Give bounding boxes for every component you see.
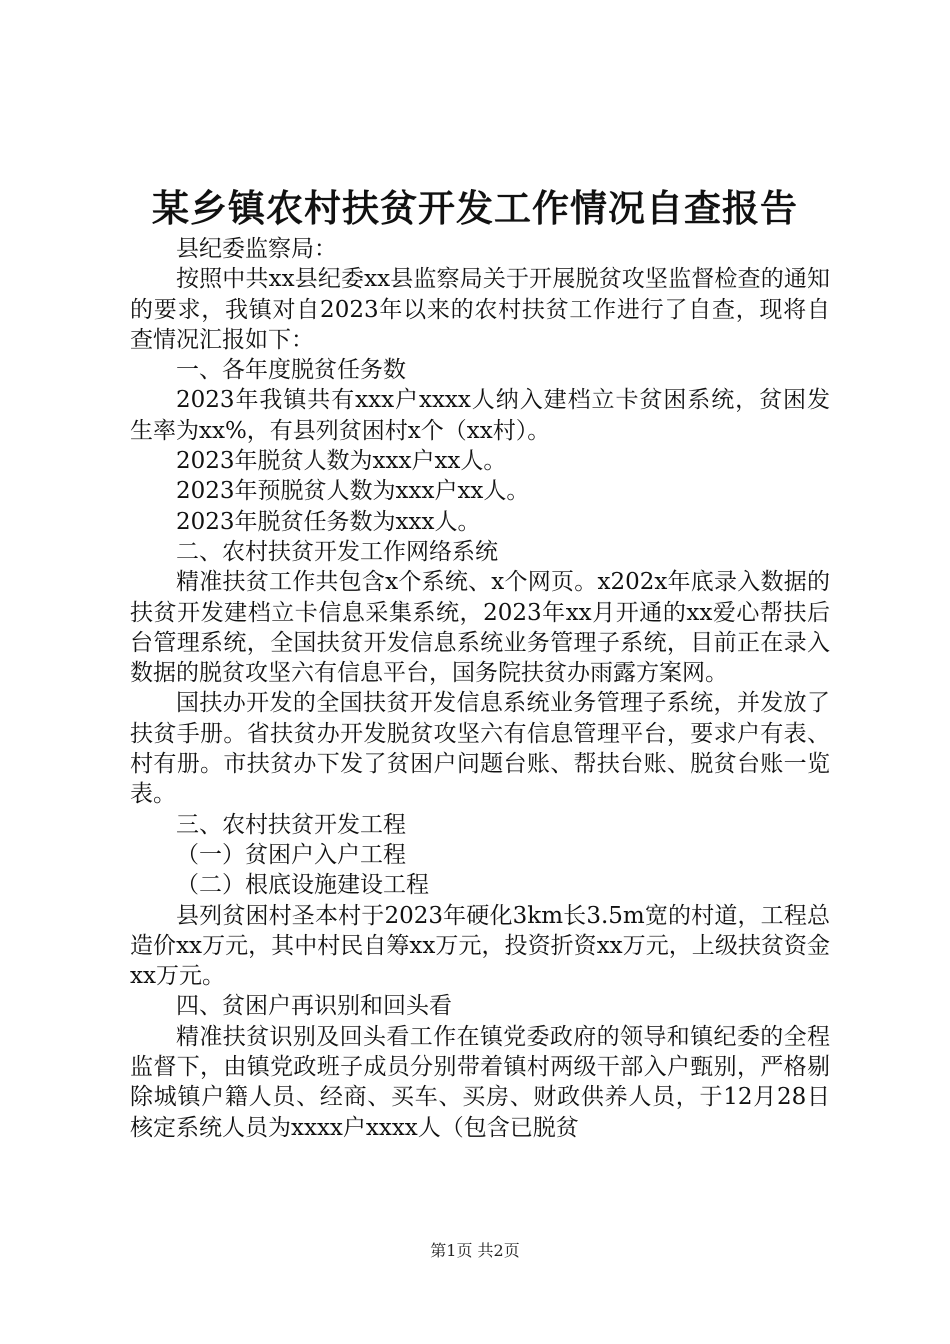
paragraph: 2023年脱贫任务数为xxx人。 bbox=[176, 508, 481, 535]
paragraph: 2023年预脱贫人数为xxx户xx人。 bbox=[176, 478, 530, 505]
subsection-heading: （一）贫困户入户工程 bbox=[176, 841, 406, 868]
section-heading-3: 三、农村扶贫开发工程 bbox=[176, 811, 406, 838]
document-title: 某乡镇农村扶贫开发工作情况自查报告 bbox=[152, 186, 798, 230]
document-body bbox=[130, 234, 830, 1143]
subsection-heading: （二）根底设施建设工程 bbox=[176, 872, 429, 899]
paragraph: 国扶办开发的全国扶贫开发信息系统业务管理子系统，并发放了扶贫手册。省扶贫办开发脱贫攻坚六有信息管理平台，要求户有表、村有册。市扶贫办下发了贫困户问题台账、帮扶台账、脱贫台账一览表。 bbox=[130, 690, 830, 808]
intro-paragraph: 按照中共xx县纪委xx县监察局关于开展脱贫攻坚监督检查的通知的要求，我镇对自2023年以来的农村扶贫工作进行了自查，现将自查情况汇报如下： bbox=[130, 266, 830, 353]
paragraph: 精准扶贫工作共包含x个系统、x个网页。x202x年底录入数据的扶贫开发建档立卡信息采集系统，2023年xx月开通的xx爱心帮扶后台管理系统，全国扶贫开发信息系统业务管理子系统，目前正在录入数据的脱贫攻坚六有信息平台，国务院扶贫办雨露方案网。 bbox=[130, 569, 830, 687]
paragraph: 县列贫困村圣本村于2023年硬化3km长3.5m宽的村道，工程总造价xx万元，其中村民自筹xx万元，投资折资xx万元，上级扶贫资金xx万元。 bbox=[130, 902, 830, 990]
section-heading-4: 四、贫困户再识别和回头看 bbox=[176, 993, 452, 1020]
page-footer: 第1页 共2页 bbox=[430, 1241, 520, 1260]
paragraph: 精准扶贫识别及回头看工作在镇党委政府的领导和镇纪委的全程监督下，由镇党政班子成员分别带着镇村两级干部入户甄别，严格剔除城镇户籍人员、经商、买车、买房、财政供养人员，于12月28日核定系统人员为xxxx户xxxx人（包含已脱贫 bbox=[130, 1023, 830, 1141]
paragraph: 2023年脱贫人数为xxx户xx人。 bbox=[176, 448, 507, 475]
paragraph: 2023年我镇共有xxx户xxxx人纳入建档立卡贫困系统，贫困发生率为xx%，有县列贫困村x个（xx村）。 bbox=[130, 387, 830, 444]
salutation: 县纪委监察局： bbox=[176, 236, 337, 262]
section-heading-2: 二、农村扶贫开发工作网络系统 bbox=[176, 538, 498, 565]
section-heading-1: 一、各年度脱贫任务数 bbox=[176, 357, 406, 384]
